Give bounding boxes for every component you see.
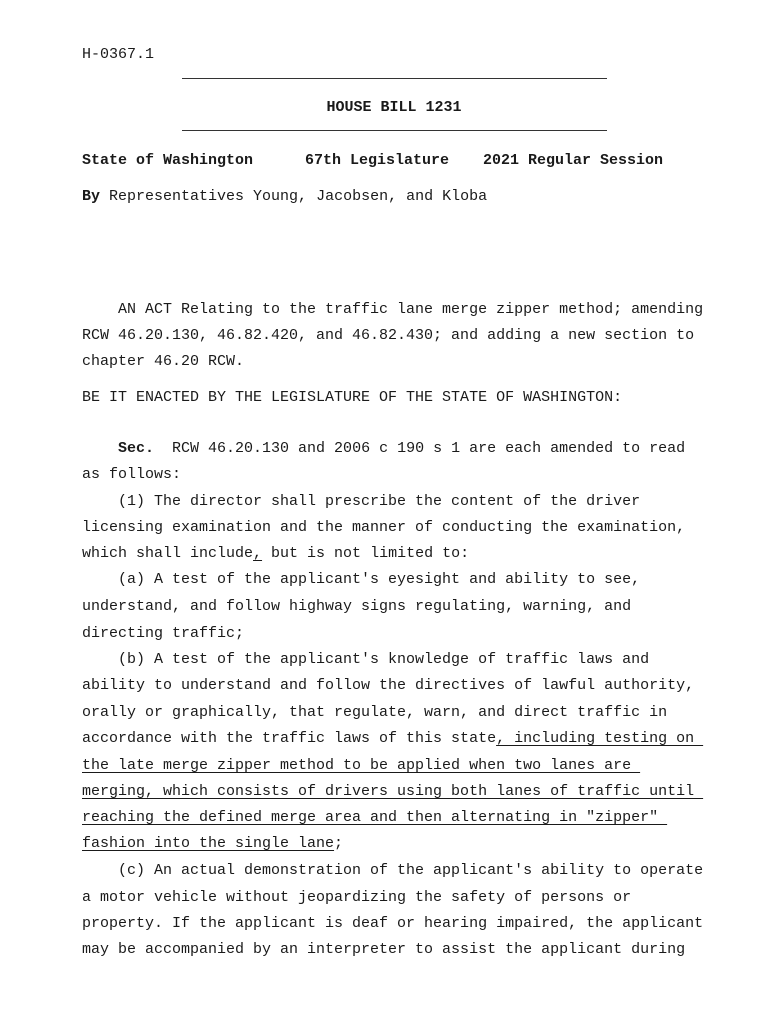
paragraph-1-line [82,545,469,563]
paragraph-a-line: directing traffic; [82,625,245,642]
paragraph-b-line: orally or graphically, that regulate, warn, and direct traffic in [82,704,668,721]
paragraph-b-line [82,730,703,748]
text-run: but is not limited to: [262,545,470,562]
section-heading-text: RCW 46.20.130 and 2006 c 190 s 1 are each amended to read [154,440,686,457]
inserted-text-line: reaching the defined merge area and then alternating in "zipper" [82,809,668,826]
section-heading-cont: as follows: [82,466,182,483]
by-label: By [82,188,101,205]
sponsors-line [82,188,487,205]
section-label: Sec. [118,440,155,457]
paragraph-c-line: (c) An actual demonstration of the applicant's ability to operate [82,862,704,879]
paragraph-a-line: understand, and follow highway signs regulating, warning, and [82,598,632,615]
text-run: accordance with the traffic laws of this state [82,730,497,747]
paragraph-c-line: may be accompanied by an interpreter to assist the applicant during [82,941,686,958]
bill-title: HOUSE BILL 1231 [326,99,462,116]
text-run: which shall include [82,545,254,562]
paragraph-c-line: property. If the applicant is deaf or hearing impaired, the applicant [82,915,704,932]
state-label: State of Washington [82,152,254,169]
act-line: chapter 46.20 RCW. [82,353,245,370]
inserted-text-line: the late merge zipper method to be applied when two lanes are [82,757,641,774]
legislature-label: 67th Legislature [305,152,450,169]
paragraph-c-line: a motor vehicle without jeopardizing the safety of persons or [82,889,632,906]
paragraph-b-line: (b) A test of the applicant's knowledge of traffic laws and [82,651,650,668]
paragraph-1-line: (1) The director shall prescribe the content of the driver [82,493,641,510]
inserted-text: fashion into the single lane [82,835,335,852]
paragraph-1-line: licensing examination and the manner of conducting the examination, [82,519,686,536]
act-line: AN ACT Relating to the traffic lane merge zipper method; amending [82,301,704,318]
paragraph-a-line: (a) A test of the applicant's eyesight and ability to see, [82,571,641,588]
top-rule [182,78,607,79]
text-run: ; [334,835,344,852]
session-label: 2021 Regular Session [483,152,664,169]
inserted-text-line: merging, which consists of drivers using both lanes of traffic until [82,783,704,800]
document-id: H-0367.1 [82,46,155,63]
act-line: RCW 46.20.130, 46.82.420, and 46.82.430; and adding a new section to [82,327,695,344]
bottom-rule [182,130,607,131]
inserted-text: , including testing on [496,730,704,747]
paragraph-b-line: ability to understand and follow the directives of lawful authority, [82,677,695,694]
section-heading [82,440,685,458]
sponsors: Representatives Young, Jacobsen, and Kloba [109,188,488,205]
paragraph-b-line [82,835,343,853]
inserted-text: , [253,545,263,562]
enacting-clause: BE IT ENACTED BY THE LEGISLATURE OF THE STATE OF WASHINGTON: [82,389,623,406]
